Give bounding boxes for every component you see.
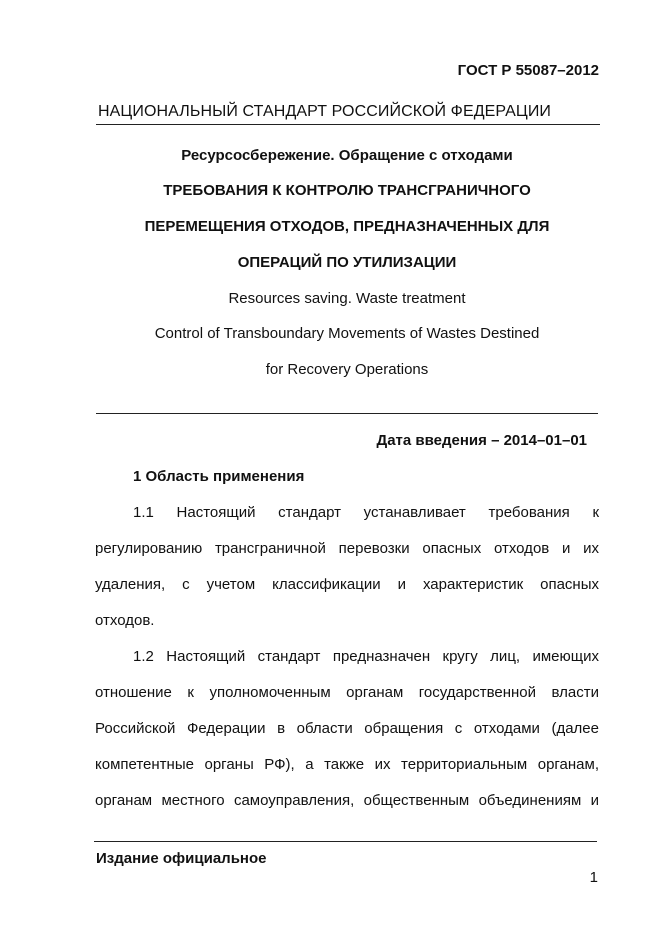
paragraph-line: отходов.	[95, 612, 155, 629]
title-en-line-3: for Recovery Operations	[265, 361, 429, 378]
paragraph-line: Российской Федерации в области обращения с отходами (далее	[95, 720, 599, 737]
paragraph-line: 1.2 Настоящий стандарт предназначен кругу лиц, имеющих	[133, 648, 599, 665]
standard-code: ГОСТ Р 55087–2012	[457, 62, 599, 79]
paragraph-line: компетентные органы РФ), а также их территориальным органам,	[95, 756, 599, 773]
title-en-line-2: Control of Transboundary Movements of Wastes Destined	[154, 325, 540, 342]
paragraph-line: регулированию трансграничной перевозки опасных отходов и их	[95, 540, 599, 557]
title-separator	[96, 413, 598, 414]
official-edition-label: Издание официальное	[96, 850, 267, 867]
section-heading: 1 Область применения	[133, 468, 305, 485]
title-subtitle: Ресурсосбережение. Обращение с отходами	[181, 147, 513, 164]
paragraph-line: удаления, с учетом классификации и характеристик опасных	[95, 576, 599, 593]
title-ru-line-2: ПЕРЕМЕЩЕНИЯ ОТХОДОВ, ПРЕДНАЗНАЧЕННЫХ ДЛЯ	[144, 218, 550, 235]
heading-underline	[96, 124, 600, 125]
page-number: 1	[589, 869, 598, 886]
title-ru-line-1: ТРЕБОВАНИЯ К КОНТРОЛЮ ТРАНСГРАНИЧНОГО	[163, 182, 531, 199]
paragraph-line: отношение к уполномоченным органам государственной власти	[95, 684, 599, 701]
footer-separator	[94, 841, 597, 842]
national-standard-heading: НАЦИОНАЛЬНЫЙ СТАНДАРТ РОССИЙСКОЙ ФЕДЕРАЦИИ	[98, 103, 552, 120]
introduction-date: Дата введения – 2014–01–01	[376, 432, 587, 449]
paragraph-line: органам местного самоуправления, общественным объединениям и	[95, 792, 599, 809]
paragraph-line: 1.1 Настоящий стандарт устанавливает требования к	[133, 504, 599, 521]
title-en-line-1: Resources saving. Waste treatment	[228, 290, 466, 307]
title-ru-line-3: ОПЕРАЦИЙ ПО УТИЛИЗАЦИИ	[237, 254, 457, 271]
